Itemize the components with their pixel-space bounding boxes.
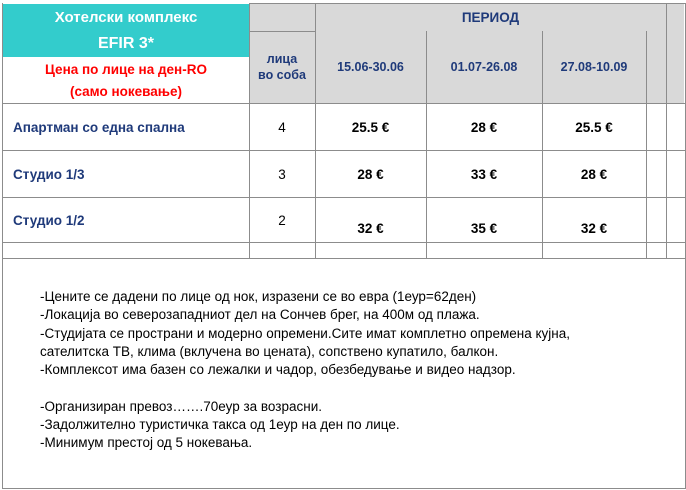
hotel-name: EFIR 3* [3,31,249,57]
grid-line [3,488,685,489]
note-line: -Задолжително туристичка такса од 1еур на ден по лице. [40,417,400,433]
row-3-persons: 2 [278,212,286,228]
note-line [40,379,680,397]
grid-line [3,197,685,198]
grey-header-blank [249,4,315,31]
price-note-line2: (само нокевање) [69,83,182,99]
note-line: -Комплексот има базен со лежалки и чадор, обезбедување и видео надзор. [40,362,516,378]
row-1-persons: 4 [278,119,286,135]
grey-header-blank-right [666,4,684,31]
row-2-price-1: 28 € [357,166,384,182]
complex-label: Хотелски комплекс [3,4,249,31]
note-line: -Минимум престој од 5 нокевања. [40,435,253,451]
row-2-persons: 3 [278,166,286,182]
grid-line [542,31,543,259]
row-2-name: Студио 1/3 [13,166,85,182]
row-1-price-2: 28 € [470,119,498,135]
row-2-price-3: 28 € [580,166,608,182]
grid-line [249,3,250,259]
grid-line [3,150,685,151]
grid-line [666,3,667,259]
note-line: -Студијата се пространи и модерно опремени.Сите имат комплетно опремена кујна, [40,325,570,341]
grid-line [2,3,3,489]
persons-line2: во соба [258,68,306,82]
row-1-price-3: 25.5 € [575,119,613,135]
note-line: -Цените се дадени по лице од нок, изразени се во евра (1еур=62ден) [40,289,477,304]
note-line: сателитска ТВ, клима (вклучена во цената), сопствено купатило, балкон. [40,343,499,359]
price-note-line1: Цена по лице на ден-RO [45,61,207,77]
row-1-name: Апартман со една спална [13,119,185,135]
period-1: 15.06-30.06 [315,31,426,103]
period-label: ПЕРИОД [315,4,666,31]
note-line: -Организиран превоз…….70еур за возрасни. [40,398,322,414]
period-2: 01.07-26.08 [426,31,542,103]
blank-col-a [646,31,666,103]
row-3-name: Студио 1/2 [13,212,85,228]
row-3-price-3: 32 € [580,220,608,236]
row-3-price-1: 32 € [357,220,384,236]
grid-line [315,3,316,259]
grid-line [426,31,427,259]
blank-col-b [666,31,684,103]
row-3-price-2: 35 € [470,220,498,236]
grid-line [3,242,685,243]
grid-line [3,103,685,104]
grid-line [3,258,685,259]
grid-line [249,31,315,32]
row-2-price-2: 33 € [470,166,498,182]
note-line: -Локација во северозападниот дел на Сончев брег, на 400м од плажа. [40,307,480,323]
persons-line1: лица [266,52,298,66]
grid-line [646,31,647,259]
persons-header [249,31,315,103]
notes-block [40,288,680,453]
period-3: 27.08-10.09 [542,31,646,103]
row-1-price-1: 25.5 € [351,119,390,135]
